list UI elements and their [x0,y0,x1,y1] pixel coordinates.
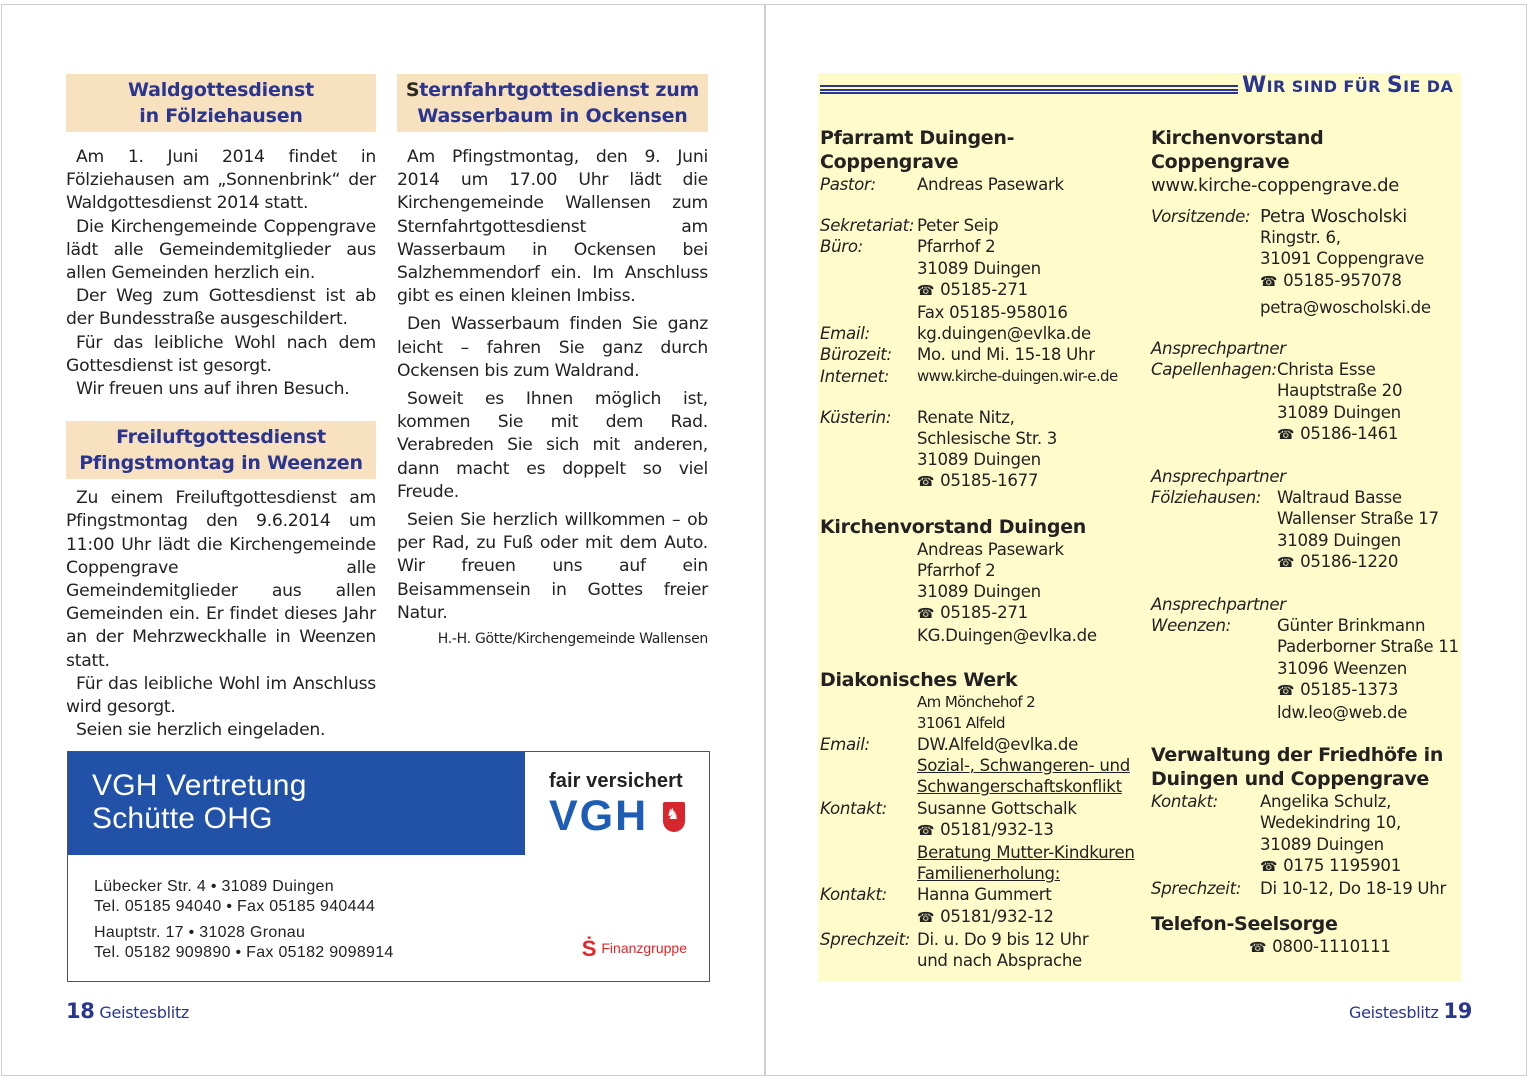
field-value: Di. u. Do 9 bis 12 Uhr [917,929,1089,949]
contact-heading: Ansprechpartner [1151,339,1286,359]
field-value: 31089 Duingen [917,258,1041,278]
title-line: Freiluftgottesdienst [116,426,326,449]
ad-title-block [68,752,525,855]
phone-number: 05185-271 [940,603,1028,623]
sparkasse-s-icon: Ṡ [581,936,597,961]
phone-icon: ☎ [917,909,935,926]
service-topic: Schwangerschaftskonflikt [917,777,1122,797]
field-value: Am Mönchehof 2 [917,692,1036,711]
phone-number: 05181/932-12 [940,906,1054,926]
field-value: 31091 Coppengrave [1260,249,1425,269]
address-line: Tel. 05185 94040 • Fax 05185 940444 [94,898,376,915]
field-value: Renate Nitz, [917,407,1015,427]
magazine-name: Geistesblitz [99,1003,190,1022]
email-link[interactable]: KG.Duingen@evlka.de [917,626,1097,646]
field-label: Pastor: [820,175,876,194]
banner-part: IR SIND FÜR [1266,77,1387,96]
phone-number: 0175 1195901 [1283,855,1401,875]
section-title-diakonie: Diakonisches Werk [820,668,1018,691]
paragraph: Wir freuen uns auf ihren Besuch. [76,379,350,400]
service-topic: Beratung Mutter-Kindkuren [917,843,1135,863]
title-line: Pfingstmontag in Weenzen [79,452,363,475]
field-value: Andreas Pasewark [917,175,1064,194]
field-value: Wallenser Straße 17 [1277,509,1439,529]
banner-part: IE DA [1403,77,1454,96]
field-value: Di 10-12, Do 18-19 Uhr [1260,879,1447,899]
field-value: Angelika Schulz, [1260,792,1392,812]
paragraph: Zu einem Freiluftgottesdienst am Pfingstmontag den 9.6.2014 um 11:00 Uhr lädt die Kirchengemeinde Coppengrave alle Gemeindemitglieder aus allen Gemeinden ein. Er findet dieses Jahr an der Mehrzweckhalle in Weenzen statt. [66,488,376,671]
field-label: Bürozeit: [820,345,892,365]
field-value: und nach Absprache [917,951,1082,971]
field-value: Hauptstraße 20 [1277,381,1403,401]
phone-icon: ☎ [1249,940,1267,957]
phone-icon: ☎ [1260,273,1278,290]
header-rule [820,85,1238,94]
contact-heading: Ansprechpartner [1151,467,1286,487]
ad-address-gronau [94,923,394,963]
contact-row [820,215,1140,236]
field-label: Kontakt: [1151,792,1218,812]
left-column-2 [397,74,708,649]
phone-number: 05186-1220 [1300,551,1399,571]
phone-icon: ☎ [1260,858,1278,875]
website-link[interactable]: www.kirche-coppengrave.de [1151,175,1400,196]
email-link[interactable]: ldw.leo@web.de [1277,703,1408,723]
field-value: Pfarrhof 2 [917,560,996,580]
phone-icon: ☎ [917,822,935,839]
contact-row [1151,878,1457,899]
field-label: Sekretariat: [820,216,915,236]
banner-part: S [1386,73,1404,98]
field-label: Sprechzeit: [1151,879,1242,899]
phone-number: 05185-1677 [940,471,1039,491]
paragraph: Seien Sie herzlich willkommen – ob per Rad, zu Fuß oder mit dem Auto. Wir freuen uns auf ein Beisammensein in Gottes freier Natur. [397,510,708,623]
field-value: Petra Woscholski [1260,206,1407,227]
field-value: Wedekindring 10, [1260,813,1402,833]
page-footer-left [66,999,189,1023]
email-link[interactable]: kg.duingen@evlka.de [917,324,1091,344]
field-value: 31089 Duingen [917,582,1041,602]
field-value: Mo. und Mi. 15-18 Uhr [917,345,1095,365]
field-label: Kontakt: [820,798,887,818]
contact-row [1151,791,1457,812]
title-line: ternfahrtgottesdienst zum [419,79,700,101]
title-line: Wasserbaum in Ockensen [417,105,688,127]
field-label: Weenzen: [1151,616,1231,636]
field-label: Email: [820,735,870,755]
field-label: Büro: [820,237,863,257]
field-value: Ringstr. 6, [1260,228,1341,248]
section-title-friedhoefe [1151,743,1457,791]
phone-number: 05185-1373 [1300,679,1399,699]
fax-number: Fax 05185-958016 [917,303,1068,323]
contact-row [820,929,1140,950]
field-value: Susanne Gottschalk [917,798,1077,818]
page-number: 18 [66,999,95,1023]
field-value: Hanna Gummert [917,885,1052,905]
website-link[interactable]: www.kirche-duingen.wir-e.de [917,366,1118,385]
article-title-waldgottesdienst [66,74,376,132]
field-label: Küsterin: [820,407,892,427]
contact-row [820,236,1140,257]
paragraph: Für das leibliche Wohl nach dem Gottesdienst ist gesorgt. [66,332,376,376]
paragraph: Seien sie herzlich eingeladen. [76,720,326,741]
phone-icon: ☎ [1277,554,1295,571]
section-title-pfarramt: Pfarramt Duingen-Coppengrave [820,127,1015,173]
field-label: Capellenhagen: [1151,360,1277,380]
service-topic: Sozial-, Schwangeren- und [917,756,1131,776]
ad-title-line: VGH Vertretung [92,769,307,802]
page-spine [764,4,765,1076]
sparkasse-finanzgruppe-logo [582,936,687,962]
paragraph: Der Weg zum Gottesdienst ist ab der Bundesstraße ausgeschildert. [66,286,376,330]
contact-row [1151,487,1457,508]
field-value: Christa Esse [1277,360,1376,380]
article-body-freiluftgottesdienst [66,487,376,742]
field-value: Waltraud Basse [1277,488,1402,508]
phone-icon: ☎ [917,282,935,299]
contact-row [820,323,1140,344]
contact-row [820,798,1140,819]
paragraph: Den Wasserbaum finden Sie ganz leicht – fahren Sie ganz durch Ockensen bis zum Waldrand. [397,314,708,381]
contact-row [820,884,1140,905]
field-label: Vorsitzende: [1151,207,1251,226]
field-value: Schlesische Str. 3 [917,429,1058,449]
right-column-1 [820,126,1140,971]
phone-icon: ☎ [1277,682,1295,699]
vgh-logo: VGH [549,792,649,840]
field-value: Peter Seip [917,216,999,236]
contact-row [820,407,1140,428]
page-footer-right [1349,999,1472,1023]
phone-number: 0800-1110111 [1272,937,1391,957]
article-credit: H.-H. Götte/Kirchengemeinde Wallensen [437,631,708,648]
paragraph: Am Pfingstmontag, den 9. Juni 2014 um 17.00 Uhr lädt die Kirchengemeinde Wallensen zum Sternfahrtgottesdienst am Wasserbaum in Ockensen bei Salzhemmendorf ein. Im Anschluss gibt es einen kleinen Imbiss. [397,147,708,307]
contact-row [820,734,1140,755]
section-banner [1242,73,1453,98]
email-link[interactable]: DW.Alfeld@evlka.de [917,735,1079,755]
contact-row [1151,615,1457,636]
field-label: Sprechzeit: [820,929,911,949]
field-label: Kontakt: [820,885,887,905]
field-value: 31089 Duingen [1277,402,1401,422]
field-value: Andreas Pasewark [917,539,1064,559]
contact-row [820,174,1140,195]
paragraph: Die Kirchengemeinde Coppengrave lädt alle Gemeindemitglieder aus allen Gemeinden herzlich ein. [66,216,376,284]
address-line: Tel. 05182 909890 • Fax 05182 9098914 [94,944,394,961]
phone-number: 05185-271 [940,279,1028,299]
field-value: 31089 Duingen [1277,530,1401,550]
contact-row [820,344,1140,365]
field-value: 31089 Duingen [1260,834,1384,854]
contact-row [1151,359,1457,380]
field-value: Pfarrhof 2 [917,237,996,257]
article-body-sternfahrtgottesdienst [397,146,708,649]
email-link[interactable]: petra@woscholski.de [1260,297,1431,317]
field-label: Internet: [820,366,890,386]
address-line: Hauptstr. 17 • 31028 Gronau [94,924,306,941]
field-value: Paderborner Straße 11 [1277,637,1459,657]
title-line: Waldgottesdienst [128,79,314,101]
field-value: 31061 Alfeld [917,713,1005,732]
title-initial: S [405,79,420,101]
paragraph: Für das leibliche Wohl im Anschluss wird gesorgt. [66,673,376,718]
section-title-seelsorge: Telefon-Seelsorge [1151,913,1338,936]
phone-icon: ☎ [917,474,935,491]
banner-part: W [1242,73,1267,98]
service-topic: Familienerholung: [917,864,1060,884]
field-value: 31096 Weenzen [1277,658,1407,678]
page-number: 19 [1443,999,1473,1023]
right-column-2 [1151,126,1457,959]
contact-heading: Ansprechpartner [1151,595,1286,615]
ad-address-duingen [94,877,375,917]
ad-slogan: fair versichert [549,770,683,792]
paragraph: Am 1. Juni 2014 findet in Fölziehausen am „Sonnenbrink“ der Waldgottesdienst 2014 statt. [66,147,376,214]
paragraph: Soweit es Ihnen möglich ist, kommen Sie mit dem Rad. Verabreden Sie sich mit anderen, dann macht es doppelt so viel Freude. [397,389,708,502]
field-label: Email: [820,324,870,344]
title-line: in Fölziehausen [139,105,303,127]
section-title-kv-duingen: Kirchenvorstand Duingen [820,515,1087,538]
sparkasse-label: Finanzgruppe [601,940,687,956]
ad-title-line: Schütte OHG [92,802,273,835]
phone-number: 05186-1461 [1300,423,1399,443]
vgh-advertisement [67,751,710,982]
address-line: Lübecker Str. 4 • 31089 Duingen [94,878,334,895]
phone-icon: ☎ [917,606,935,623]
horse-shield-icon: ♞ [663,802,685,832]
field-value: Günter Brinkmann [1277,616,1426,636]
article-body-waldgottesdienst [66,146,376,401]
magazine-name: Geistesblitz [1349,1003,1439,1022]
article-title-sternfahrtgottesdienst [397,74,708,132]
article-title-freiluftgottesdienst [66,421,376,479]
contact-row [1151,206,1457,227]
title-line: Verwaltung der Friedhöfe in [1151,744,1444,767]
field-label: Fölziehausen: [1151,488,1262,508]
phone-number: 05185-957078 [1283,270,1402,290]
phone-number: 05181/932-13 [940,819,1054,839]
left-column-1 [66,74,376,742]
field-value: 31089 Duingen [917,450,1041,470]
section-title-kv-coppengrave: Kirchenvorstand Coppengrave [1151,127,1324,173]
phone-icon: ☎ [1277,426,1295,443]
contact-row [820,366,1140,387]
title-line: Duingen und Coppengrave [1151,768,1430,791]
